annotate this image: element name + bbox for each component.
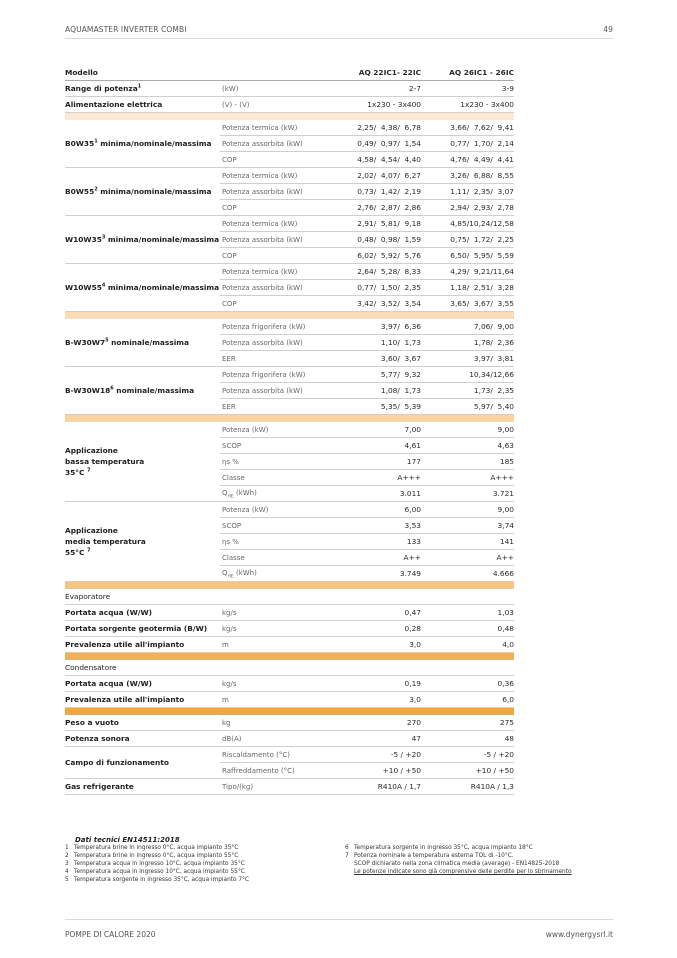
row-label: Gas refrigerante xyxy=(65,779,220,795)
row-unit: Potenza assorbita (kW) xyxy=(220,232,330,248)
value-model-1: 6,00 xyxy=(330,502,421,518)
value-model-2: 4,76/ 4,49/ 4,41 xyxy=(421,152,514,168)
section-title-evaporator: Evaporatore xyxy=(65,589,514,605)
footer-website-link[interactable]: www.dynergysrl.it xyxy=(545,930,613,939)
value-model-2: A++ xyxy=(421,550,514,566)
row-unit: COP xyxy=(220,248,330,264)
row-unit: (V) - (V) xyxy=(220,97,330,113)
table-row xyxy=(65,264,514,280)
value-model-1: A++ xyxy=(330,550,421,566)
value-model-2: 5,97/ 5,40 xyxy=(421,399,514,415)
value-model-2: 0,36 xyxy=(421,676,514,692)
row-unit: Potenza (kW) xyxy=(220,502,330,518)
table-row-power-supply xyxy=(65,97,514,113)
value-model-1: 2,25/ 4,38/ 6,78 xyxy=(330,120,421,136)
group-label-b0w55: $B0W55^2$ minima/nominale/massima xyxy=(65,168,220,216)
value-model-1: 3,0 xyxy=(330,692,421,708)
table-row xyxy=(65,692,514,708)
value-model-2: 3,65/ 3,67/ 3,55 xyxy=(421,296,514,312)
footnote: 2 Temperatura brine in ingresso 0°C, acqua impianto 55°C xyxy=(65,853,239,859)
row-unit: ηs % xyxy=(220,454,330,470)
value-model-2: 1,18/ 2,51/ 3,28 xyxy=(421,280,514,296)
row-unit: kg xyxy=(220,715,330,731)
footnote: 7 Potenza nominale a temperatura esterna TOL di -10°C. xyxy=(345,853,514,859)
value-model-2: 1,11/ 2,35/ 3,07 xyxy=(421,184,514,200)
row-unit: Potenza assorbita (kW) xyxy=(220,184,330,200)
value-model-2: A+++ xyxy=(421,470,514,486)
group-label-w10w35: $W10W35^3$ minima/nominale/massima xyxy=(65,216,220,264)
row-unit: Potenza assorbita (kW) xyxy=(220,280,330,296)
row-unit: kg/s xyxy=(220,605,330,621)
value-model-1: 0,49/ 0,97/ 1,54 xyxy=(330,136,421,152)
value-model-1: 0,77/ 1,50/ 2,35 xyxy=(330,280,421,296)
section-divider xyxy=(65,708,514,716)
specifications-table xyxy=(65,65,514,795)
value-model-2: 275 xyxy=(421,715,514,731)
row-label: Portata acqua (W/W) xyxy=(65,676,220,692)
table-row-refrigerant xyxy=(65,779,514,795)
table-row xyxy=(65,502,514,518)
table-row xyxy=(65,422,514,438)
row-unit: dB(A) xyxy=(220,731,330,747)
value-model-1: 3,42/ 3,52/ 3,54 xyxy=(330,296,421,312)
value-model-2: 4,63 xyxy=(421,438,514,454)
row-unit: Potenza termica (kW) xyxy=(220,264,330,280)
row-label: Peso a vuoto xyxy=(65,715,220,731)
value-model-2: 3,97/ 3,81 xyxy=(421,351,514,367)
value-model-2: 1,03 xyxy=(421,605,514,621)
value-model-1: 3,53 xyxy=(330,518,421,534)
footnote: 5 Temperatura sorgente in ingresso 35°C, acqua impianto 7°C xyxy=(65,877,250,883)
section-title-condenser: Condensatore xyxy=(65,660,514,676)
footnote: 4 Temperatura acqua in ingresso 10°C, acqua impianto 55°C xyxy=(65,869,245,875)
table-row xyxy=(65,637,514,653)
table-row xyxy=(65,676,514,692)
value-model-1: 1,10/ 1,73 xyxy=(330,335,421,351)
value-model-1: 2,76/ 2,87/ 2,86 xyxy=(330,200,421,216)
row-label: Prevalenza utile all'impianto xyxy=(65,637,220,653)
row-unit: Potenza termica (kW) xyxy=(220,216,330,232)
value-model-1: 6,02/ 5,92/ 5,76 xyxy=(330,248,421,264)
value-model-2: 7,06/ 9,00 xyxy=(421,319,514,335)
value-model-2: 3-9 xyxy=(421,81,514,97)
evaporator-section-title-row xyxy=(65,589,514,605)
value-model-2: 1x230 - 3x400 xyxy=(421,97,514,113)
section-divider xyxy=(65,312,514,320)
row-unit: kg/s xyxy=(220,676,330,692)
table-row xyxy=(65,319,514,335)
value-model-2: 1,78/ 2,36 xyxy=(421,335,514,351)
application-medium-temp-label: Applicazione media temperatura 55°C $^7$ xyxy=(65,502,220,582)
row-unit: Tipo/(kg) xyxy=(220,779,330,795)
value-model-1: 2,91/ 5,81/ 9,18 xyxy=(330,216,421,232)
value-model-2: 4,85/10,24/12,58 xyxy=(421,216,514,232)
value-model-1: 5,77/ 9,32 xyxy=(330,367,421,383)
footnotes-left xyxy=(65,836,335,884)
value-model-1: A+++ xyxy=(330,470,421,486)
value-model-2: 1,73/ 2,35 xyxy=(421,383,514,399)
group-label-b-w30w7: $B-W30W7^5$ nominale/massima xyxy=(65,319,220,367)
value-model-2: +10 / +50 xyxy=(421,763,514,779)
model-2-header: AQ 26IC1 - 26IC xyxy=(421,65,514,81)
row-unit: Classe xyxy=(220,550,330,566)
value-model-1: 270 xyxy=(330,715,421,731)
value-model-2: 0,48 xyxy=(421,621,514,637)
value-model-1: 7,00 xyxy=(330,422,421,438)
group-label-w10w55: $W10W55^4$ minima/nominale/massima xyxy=(65,264,220,312)
row-unit: Riscaldamento (°C) xyxy=(220,747,330,763)
value-model-2: 9,00 xyxy=(421,422,514,438)
application-low-temp-label: Applicazione bassa temperatura 35°C $^7$ xyxy=(65,422,220,502)
row-unit: SCOP xyxy=(220,518,330,534)
value-model-2: 141 xyxy=(421,534,514,550)
value-model-2: 6,50/ 5,95/ 5,59 xyxy=(421,248,514,264)
group-label-b-w30w18: $B-W30W18^6$ nominale/massima xyxy=(65,367,220,415)
value-model-2: 6,0 xyxy=(421,692,514,708)
row-unit: SCOP xyxy=(220,438,330,454)
section-divider xyxy=(65,653,514,661)
condenser-section-title-row xyxy=(65,660,514,676)
footer-catalog-title: POMPE DI CALORE 2020 xyxy=(65,930,156,939)
value-model-1: 3,60/ 3,67 xyxy=(330,351,421,367)
value-model-2: 4,0 xyxy=(421,637,514,653)
footnote: 6 Temperatura sorgente in ingresso 35°C, acqua impianto 18°C xyxy=(345,845,533,851)
value-model-1: 5,35/ 5,39 xyxy=(330,399,421,415)
value-model-1: 0,48/ 0,98/ 1,59 xyxy=(330,232,421,248)
row-unit: COP xyxy=(220,152,330,168)
row-unit: (kW) xyxy=(220,81,330,97)
value-model-1: 3,97/ 6,36 xyxy=(330,319,421,335)
page-number: 49 xyxy=(603,25,613,34)
value-model-1: 2,64/ 5,28/ 8,33 xyxy=(330,264,421,280)
row-unit: Potenza termica (kW) xyxy=(220,120,330,136)
value-model-1: 0,28 xyxy=(330,621,421,637)
row-unit: Potenza assorbita (kW) xyxy=(220,136,330,152)
row-unit: Potenza frigorifera (kW) xyxy=(220,367,330,383)
table-row xyxy=(65,216,514,232)
value-model-2: 3,74 xyxy=(421,518,514,534)
value-model-2: 3.721 xyxy=(421,486,514,502)
row-unit: kg/s xyxy=(220,621,330,637)
section-divider xyxy=(65,113,514,121)
value-model-1: 4,61 xyxy=(330,438,421,454)
footnotes-title: Dati tecnici EN14511:2018 xyxy=(75,836,180,844)
table-row xyxy=(65,120,514,136)
row-unit: EER xyxy=(220,399,330,415)
defrost-note: Le potenze indicate sono già comprensive delle perdite per lo sbrinamento xyxy=(354,869,572,875)
value-model-1: 2,02/ 4,07/ 6,27 xyxy=(330,168,421,184)
table-row-power-range xyxy=(65,81,514,97)
page-header xyxy=(65,22,613,39)
row-unit: $Q_{HE}$ (kWh) xyxy=(220,486,330,502)
row-unit: Raffreddamento (°C) xyxy=(220,763,330,779)
document-title: AQUAMASTER INVERTER COMBI xyxy=(65,25,187,34)
page-footer xyxy=(65,919,613,940)
row-label: Portata sorgente geotermia (B/W) xyxy=(65,621,220,637)
table-header-row xyxy=(65,65,514,81)
value-model-1: -5 / +20 xyxy=(330,747,421,763)
value-model-2: 4.666 xyxy=(421,566,514,582)
table-row xyxy=(65,168,514,184)
value-model-1: 3.011 xyxy=(330,486,421,502)
value-model-2: 10,34/12,66 xyxy=(421,367,514,383)
row-label: Campo di funzionamento xyxy=(65,747,220,779)
value-model-1: 177 xyxy=(330,454,421,470)
value-model-2: 185 xyxy=(421,454,514,470)
row-unit: m xyxy=(220,692,330,708)
row-unit: $Q_{HE}$ (kWh) xyxy=(220,566,330,582)
value-model-2: R410A / 1,3 xyxy=(421,779,514,795)
footnote-continuation: SCOP dichiarato nella zona climatica media (average) - EN14825-2018 xyxy=(354,861,560,867)
table-row-weight xyxy=(65,715,514,731)
table-row xyxy=(65,621,514,637)
table-row xyxy=(65,605,514,621)
row-label: Prevalenza utile all'impianto xyxy=(65,692,220,708)
row-unit: ηs % xyxy=(220,534,330,550)
row-unit: EER xyxy=(220,351,330,367)
value-model-1: 3,0 xyxy=(330,637,421,653)
value-model-1: +10 / +50 xyxy=(330,763,421,779)
footnote: 1 Temperatura brine in ingresso 0°C, acqua impianto 35°C xyxy=(65,845,239,851)
table-row-operating-range xyxy=(65,747,514,763)
row-label: Potenza sonora xyxy=(65,731,220,747)
value-model-2: 2,94/ 2,93/ 2,78 xyxy=(421,200,514,216)
value-model-1: 47 xyxy=(330,731,421,747)
footnote-ref: 1 xyxy=(137,83,142,90)
value-model-1: 133 xyxy=(330,534,421,550)
value-model-1: 3.749 xyxy=(330,566,421,582)
value-model-2: 0,75/ 1,72/ 2,25 xyxy=(421,232,514,248)
row-unit: Potenza frigorifera (kW) xyxy=(220,319,330,335)
footnotes-right xyxy=(345,844,625,876)
value-model-2: 4,29/ 9,21/11,64 xyxy=(421,264,514,280)
value-model-1: 1,08/ 1,73 xyxy=(330,383,421,399)
value-model-2: 48 xyxy=(421,731,514,747)
value-model-2: 3,26/ 6,88/ 8,55 xyxy=(421,168,514,184)
section-divider xyxy=(65,582,514,590)
value-model-1: 0,47 xyxy=(330,605,421,621)
value-model-2: 0,77/ 1,70/ 2,14 xyxy=(421,136,514,152)
value-model-2: 3,66/ 7,62/ 9,41 xyxy=(421,120,514,136)
group-label-b0w35: $B0W35^1$ minima/nominale/massima xyxy=(65,120,220,168)
row-unit: Potenza assorbita (kW) xyxy=(220,383,330,399)
row-label: Range di potenza xyxy=(65,84,138,93)
value-model-1: 0,19 xyxy=(330,676,421,692)
row-unit: Potenza (kW) xyxy=(220,422,330,438)
model-1-header: AQ 22IC1- 22IC xyxy=(330,65,421,81)
value-model-1: 1x230 - 3x400 xyxy=(330,97,421,113)
model-label: Modello xyxy=(65,65,220,81)
value-model-1: 2-7 xyxy=(330,81,421,97)
row-unit: Potenza assorbita (kW) xyxy=(220,335,330,351)
value-model-2: 9,00 xyxy=(421,502,514,518)
table-row xyxy=(65,367,514,383)
row-label: Alimentazione elettrica xyxy=(65,97,220,113)
row-unit: Potenza termica (kW) xyxy=(220,168,330,184)
value-model-1: 4,58/ 4,54/ 4,40 xyxy=(330,152,421,168)
value-model-1: 0,73/ 1,42/ 2,19 xyxy=(330,184,421,200)
table-row-sound-power xyxy=(65,731,514,747)
value-model-1: R410A / 1,7 xyxy=(330,779,421,795)
row-unit: Classe xyxy=(220,470,330,486)
section-divider xyxy=(65,415,514,423)
row-unit: COP xyxy=(220,296,330,312)
row-label: Portata acqua (W/W) xyxy=(65,605,220,621)
row-unit: m xyxy=(220,637,330,653)
value-model-2: -5 / +20 xyxy=(421,747,514,763)
row-unit: COP xyxy=(220,200,330,216)
footnote: 3 Temperatura acqua in ingresso 10°C, acqua impianto 35°C xyxy=(65,861,245,867)
